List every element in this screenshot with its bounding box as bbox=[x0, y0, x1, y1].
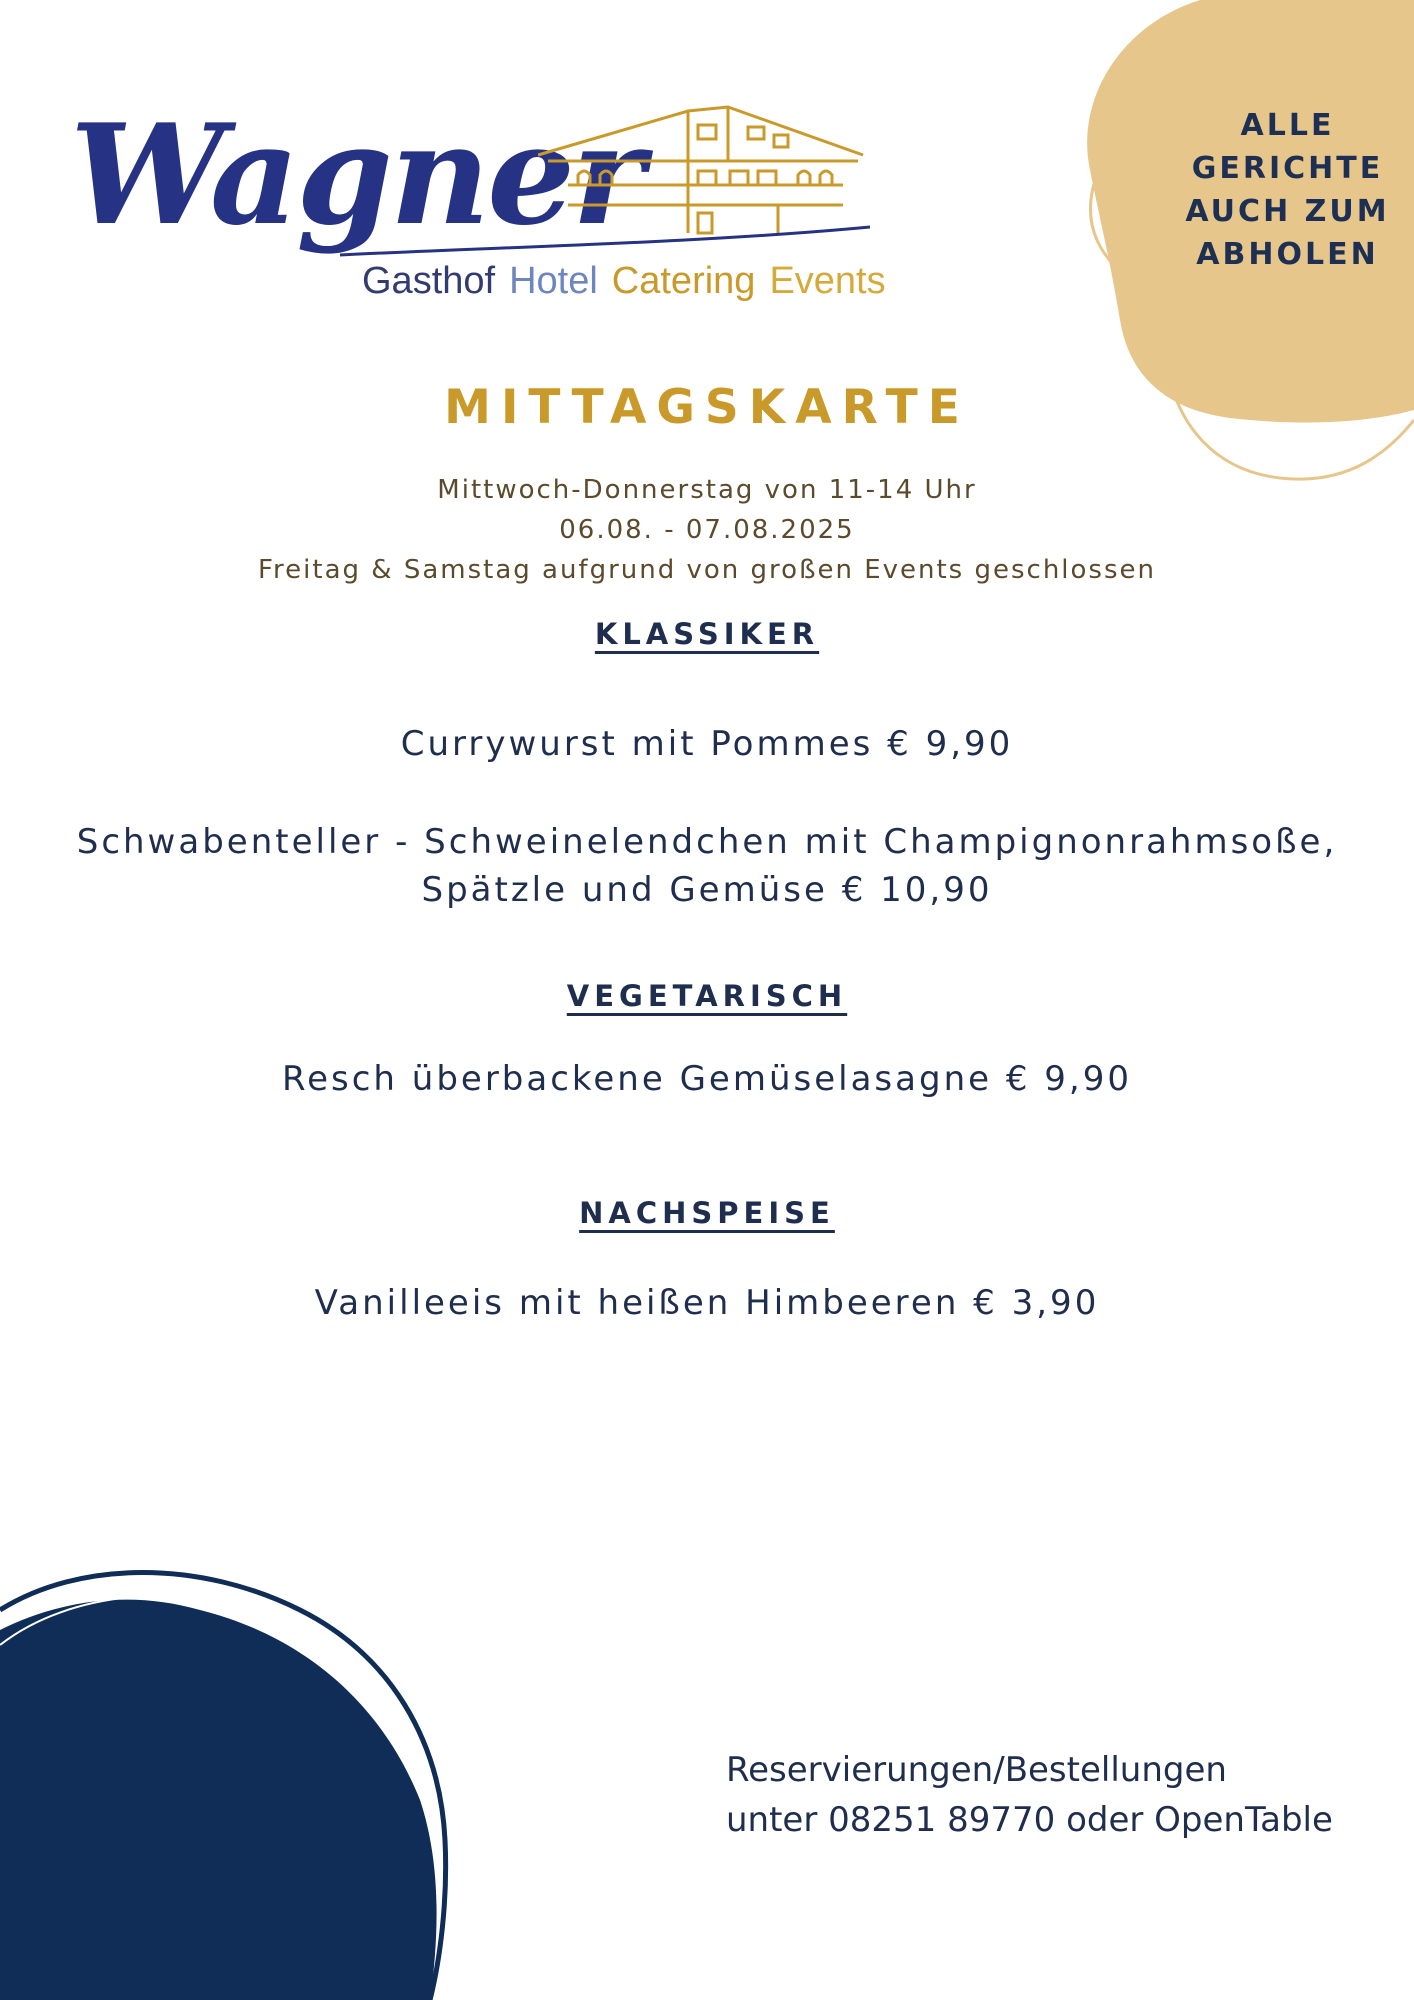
section-heading-vegetarisch: VEGETARISCH bbox=[566, 979, 848, 1013]
dish-currywurst bbox=[0, 720, 1414, 768]
badge-line: AUCH ZUM bbox=[1185, 194, 1390, 229]
contact-line: Reservierungen/Bestellungen bbox=[726, 1750, 1227, 1790]
house-icon bbox=[538, 105, 868, 245]
logo-wordmark: Wagner bbox=[70, 93, 642, 256]
dish-line: Vanilleeis mit heißen Himbeeren € 3,90 bbox=[314, 1283, 1100, 1323]
dish-line: Currywurst mit Pommes € 9,90 bbox=[400, 724, 1014, 764]
tagline-catering: Catering bbox=[611, 260, 756, 302]
dish-line: Schwabenteller - Schweinelendchen mit Champignonrahmsoße, bbox=[76, 822, 1338, 862]
tagline-hotel: Hotel bbox=[509, 260, 598, 302]
wagner-logo bbox=[60, 93, 886, 320]
pickup-badge bbox=[1155, 104, 1414, 276]
decorative-navy-circle bbox=[0, 1540, 460, 2000]
badge-line: GERICHTE bbox=[1191, 151, 1384, 186]
reservation-contact bbox=[726, 1745, 1406, 1845]
dish-schwabenteller bbox=[0, 818, 1414, 914]
dish-vanilleeis bbox=[0, 1279, 1414, 1327]
badge-line: ALLE bbox=[1240, 108, 1335, 143]
dish-line: Resch überbackene Gemüselasagne € 9,90 bbox=[282, 1059, 1132, 1099]
section-heading-klassiker: KLASSIKER bbox=[594, 617, 820, 651]
dish-line: Spätzle und Gemüse € 10,90 bbox=[421, 870, 993, 910]
closure-notice: Freitag & Samstag aufgrund von großen Events geschlossen bbox=[257, 555, 1157, 585]
tagline-events: Events bbox=[769, 260, 886, 302]
section-heading-nachspeise: NACHSPEISE bbox=[579, 1196, 835, 1230]
dish-gemueselasagne bbox=[0, 1055, 1414, 1103]
opening-hours: Mittwoch-Donnerstag von 11-14 Uhr bbox=[437, 475, 977, 505]
logo-tagline bbox=[362, 257, 900, 305]
menu-dates: 06.08. - 07.08.2025 bbox=[559, 515, 855, 545]
badge-line: ABHOLEN bbox=[1196, 237, 1379, 272]
menu-title: MITTAGSKARTE bbox=[444, 380, 970, 435]
tagline-gasthof: Gasthof bbox=[362, 260, 496, 302]
contact-line: unter 08251 89770 oder OpenTable bbox=[726, 1800, 1333, 1840]
